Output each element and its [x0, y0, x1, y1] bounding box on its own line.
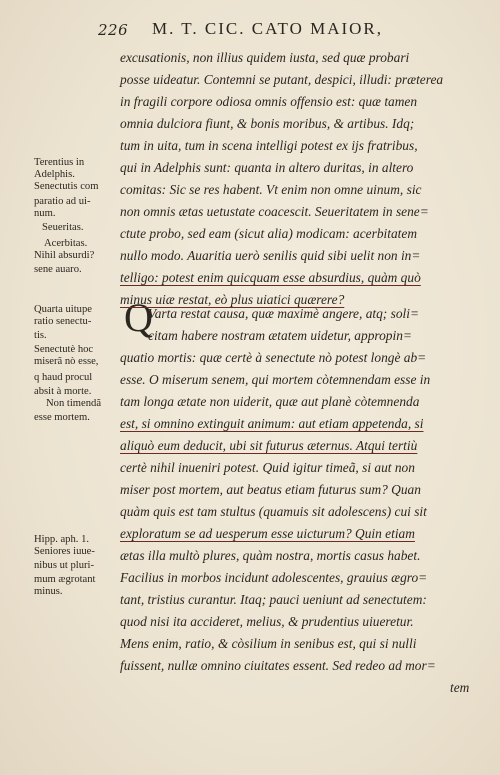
margin-note: Seueritas.: [42, 222, 84, 233]
margin-note: Hipp. aph. 1.: [34, 534, 90, 545]
text-line: certè nihil inueniri potest. Quid igitur timeã, si aut non: [120, 460, 415, 475]
text-line: in fragili corpore odiosa omnis offensio est: quæ tamen: [120, 94, 418, 109]
margin-note: miserã nò esse,: [34, 356, 99, 367]
text-line: Facilius in morbos incidunt adolescentes, grauius ægro=: [120, 570, 428, 585]
margin-note: Non timendã: [46, 398, 102, 409]
text-line: tant, tristius curantur. Itaq; pauci ueniunt ad senectutem:: [120, 592, 427, 607]
drop-cap: Q: [124, 295, 153, 340]
text-line: tum in uita, tum in scena intelligi potest ex ijs fratribus,: [120, 138, 418, 153]
page-number: 226: [98, 21, 129, 39]
text-line-underlined: est, si omnino extinguit animum: aut etiam appetenda, si: [120, 416, 424, 431]
text-line: nullo modo. Auaritia uerò senilis quid sibi uelit non in=: [120, 248, 421, 263]
margin-note: Seniores iuue-: [34, 546, 95, 557]
text-line-underlined: telligo: potest enim quicquam esse absurdius, quàm quò: [120, 270, 421, 285]
text-line: Mens enim, ratio, & còsilium in senibus est, qui si nulli: [120, 636, 417, 651]
text-line-underlined: aliquò eum deducit, ubi sit futurus æternus. Atqui tertiù: [120, 438, 418, 453]
margin-note: sene auaro.: [34, 264, 82, 275]
margin-note: Senectutis com: [34, 181, 99, 192]
margin-note: absit à morte.: [34, 386, 92, 397]
text-line: comitas: Sic se res habent. Vt enim non omne uinum, sic: [120, 182, 422, 197]
margin-note: q haud procul: [34, 372, 93, 383]
margin-note: ratio senectu-: [34, 316, 92, 327]
margin-note: minus.: [34, 586, 63, 597]
text-line-underlined: exploratum se ad uesperum esse uicturum? Quin etiam: [120, 526, 415, 541]
page-header: [0, 21, 500, 41]
margin-note: Quarta uitupe: [34, 304, 92, 315]
margin-note: tis.: [34, 330, 47, 341]
text-line: esse. O miserum senem, qui mortem còtemnendam esse in: [120, 372, 431, 387]
text-line: excusationis, non illius quidem iusta, sed quæ probari: [120, 50, 410, 65]
text-line: qui in Adelphis sunt: quanta in altero duritas, in altero: [120, 160, 414, 175]
text-line: non omnis ætas uetustate coacescit. Seueritatem in sene=: [120, 204, 429, 219]
text-line: quod nisi ita accideret, melius, & prudentius uiueretur.: [120, 614, 414, 629]
margin-note: paratio ad ui-: [34, 196, 91, 207]
text-line: posse uideatur. Contemni se putant, despici, illudi: præterea: [120, 72, 444, 87]
margin-note: Terentius in: [34, 157, 85, 168]
margin-note: nibus ut pluri-: [34, 560, 95, 571]
text-line: fuissent, nullæ omnino ciuitates essent. Sed redeo ad mor=: [120, 658, 436, 673]
text-line: Varta restat causa, quæ maximè angere, atq; soli=: [148, 306, 419, 321]
margin-note: esse mortem.: [34, 412, 90, 423]
text-line: ætas illa multò plures, quàm nostra, mortis casus habet.: [120, 548, 421, 563]
running-head: M. T. CIC. CATO MAIOR,: [152, 19, 384, 38]
margin-note: Senectutè hoc: [34, 344, 94, 355]
text-line: tam longa ætate non uiderit, quæ aut planè còtemnenda: [120, 394, 420, 409]
text-line: quàm quis est tam stultus (quamuis sit adolescens) cui sit: [120, 504, 427, 519]
margin-note: Adelphis.: [34, 169, 75, 180]
text-line: citam habere nostram ætatem uidetur, appropin=: [148, 328, 412, 343]
margin-note: mum ægrotant: [34, 574, 96, 585]
text-line-underlined: minus uiæ restat, eò plus uiatici quærere?: [120, 292, 345, 307]
margin-note: Acerbitas.: [44, 238, 88, 249]
text-line: omnia dulciora fiunt, & bonis moribus, & artibus. Idq;: [120, 116, 415, 131]
text-line: tem: [450, 680, 470, 695]
text-line: miser post mortem, aut beatus etiam futurus sum? Quan: [120, 482, 421, 497]
margin-note: Nihil absurdi?: [34, 250, 95, 261]
text-line: quatio mortis: quæ certè à senectute nò potest longè ab=: [120, 350, 427, 365]
margin-note: num.: [34, 208, 56, 219]
text-line: ctute probo, sed eam (sicut alia) modicam: acerbitatem: [120, 226, 418, 241]
